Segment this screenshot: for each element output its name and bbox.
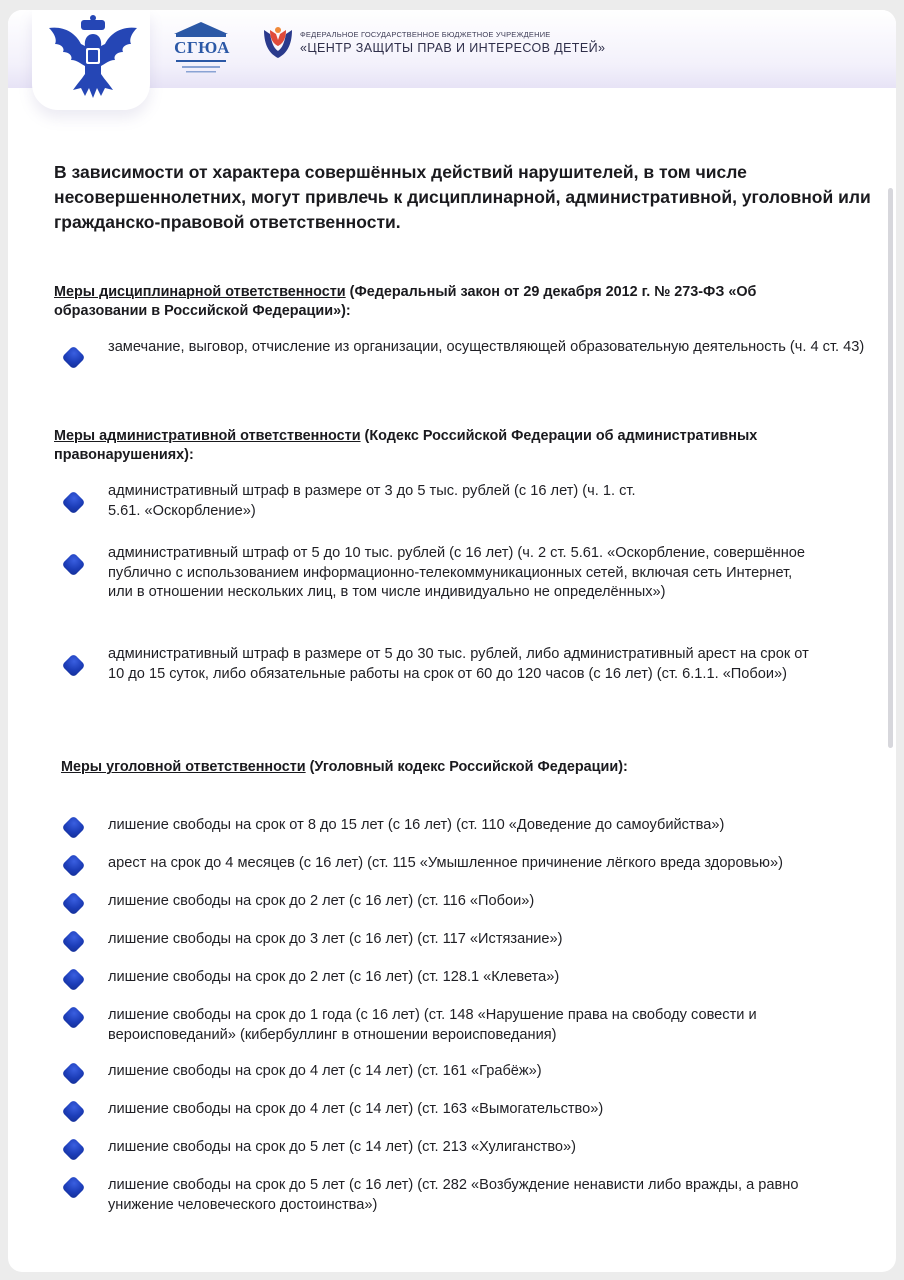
list-item-text: лишение свободы на срок до 2 лет (с 16 лет) (ст. 128.1 «Клевета») [108, 969, 560, 985]
child-rights-center-logo-icon [260, 24, 296, 60]
diamond-bullet-icon [61, 653, 85, 677]
diamond-bullet-icon [61, 1061, 85, 1085]
list-item-text: лишение свободы на срок до 2 лет (с 16 лет) (ст. 116 «Побои») [108, 893, 535, 909]
sgua-logo-text: СГЮА [174, 38, 230, 57]
list-item-text: лишение свободы на срок до 5 лет (с 16 лет) (ст. 282 «Возбуждение ненависти либо вражды, а равно унижение человеческого достоинства») [108, 1177, 799, 1213]
list-item-text: лишение свободы на срок до 1 года (с 16 лет) (ст. 148 «Нарушение права на свободу совести и вероисповеданий» (кибербуллинг в отношении вероисповедания) [108, 1007, 757, 1043]
section-title: Меры административной ответственности [54, 428, 361, 444]
section-heading-disciplinary [54, 283, 844, 321]
list-item-text: лишение свободы на срок до 4 лет (с 14 лет) (ст. 161 «Грабёж») [108, 1063, 542, 1079]
diamond-bullet-icon [61, 815, 85, 839]
document-page [8, 10, 896, 1272]
section-source: (Федеральный закон от 29 декабря 2012 г. № 273-ФЗ «Об образовании в Российской Федерации»): [54, 284, 757, 319]
list-item-text: административный штраф в размере от 3 до 5 тыс. рублей (с 16 лет) (ч. 1. ст. 5.61. «Оскорбление») [108, 483, 636, 519]
diamond-bullet-icon [61, 853, 85, 877]
list-item-text: лишение свободы на срок до 4 лет (с 14 лет) (ст. 163 «Вымогательство») [108, 1101, 604, 1117]
list-item-text: административный штраф от 5 до 10 тыс. рублей (с 16 лет) (ч. 2 ст. 5.61. «Оскорбление, совершённое публично с использованием информационно-телекоммуникационных сетей, включая сеть Интернет, или в отношении нескольких лиц, в том числе индивидуально не определённых») [108, 545, 806, 600]
section-source: (Кодекс Российской Федерации об административных правонарушениях): [54, 428, 758, 463]
section-heading-criminal [61, 758, 851, 777]
section-source: (Уголовный кодекс Российской Федерации): [305, 759, 628, 775]
list-item-text: лишение свободы на срок до 3 лет (с 16 лет) (ст. 117 «Истязание») [108, 931, 563, 947]
diamond-bullet-icon [61, 929, 85, 953]
diamond-bullet-icon [61, 891, 85, 915]
org-type-label: ФЕДЕРАЛЬНОЕ ГОСУДАРСТВЕННОЕ БЮДЖЕТНОЕ УЧРЕЖДЕНИЕ [300, 30, 551, 39]
section-title: Меры дисциплинарной ответственности [54, 284, 346, 300]
diamond-bullet-icon [61, 967, 85, 991]
scrollbar[interactable] [888, 188, 893, 748]
section-heading-administrative [54, 427, 844, 465]
diamond-bullet-icon [61, 1137, 85, 1161]
diamond-bullet-icon [61, 490, 85, 514]
list-item-text: арест на срок до 4 месяцев (с 16 лет) (ст. 115 «Умышленное причинение лёгкого вреда здоровью») [108, 855, 783, 871]
list-item-text: лишение свободы на срок от 8 до 15 лет (с 16 лет) (ст. 110 «Доведение до самоубийства») [108, 817, 725, 833]
diamond-bullet-icon [61, 1005, 85, 1029]
eagle-emblem-icon [41, 14, 145, 106]
list-item-text: административный штраф в размере от 5 до 30 тыс. рублей, либо административный арест на срок от 10 до 15 суток, либо обязательные работы на срок от 60 до 120 часов (с 16 лет) (ст. 6.1.1. «Побои») [108, 646, 809, 682]
intro-paragraph: В зависимости от характера совершённых действий нарушителей, в том числе несовершеннолетних, могут привлечь к дисциплинарной, административной, уголовной или гражданско-правовой ответственности. [54, 162, 871, 232]
diamond-bullet-icon [61, 1099, 85, 1123]
section-title: Меры уголовной ответственности [61, 759, 306, 775]
diamond-bullet-icon [61, 552, 85, 576]
org-name-label: «ЦЕНТР ЗАЩИТЫ ПРАВ И ИНТЕРЕСОВ ДЕТЕЙ» [300, 41, 606, 55]
diamond-bullet-icon [61, 1175, 85, 1199]
list-item-text: замечание, выговор, отчисление из организации, осуществляющей образовательную деятельность (ч. 4 ст. 43) [108, 339, 865, 355]
list-item-text: лишение свободы на срок до 5 лет (с 14 лет) (ст. 213 «Хулиганство») [108, 1139, 577, 1155]
diamond-bullet-icon [61, 345, 85, 369]
